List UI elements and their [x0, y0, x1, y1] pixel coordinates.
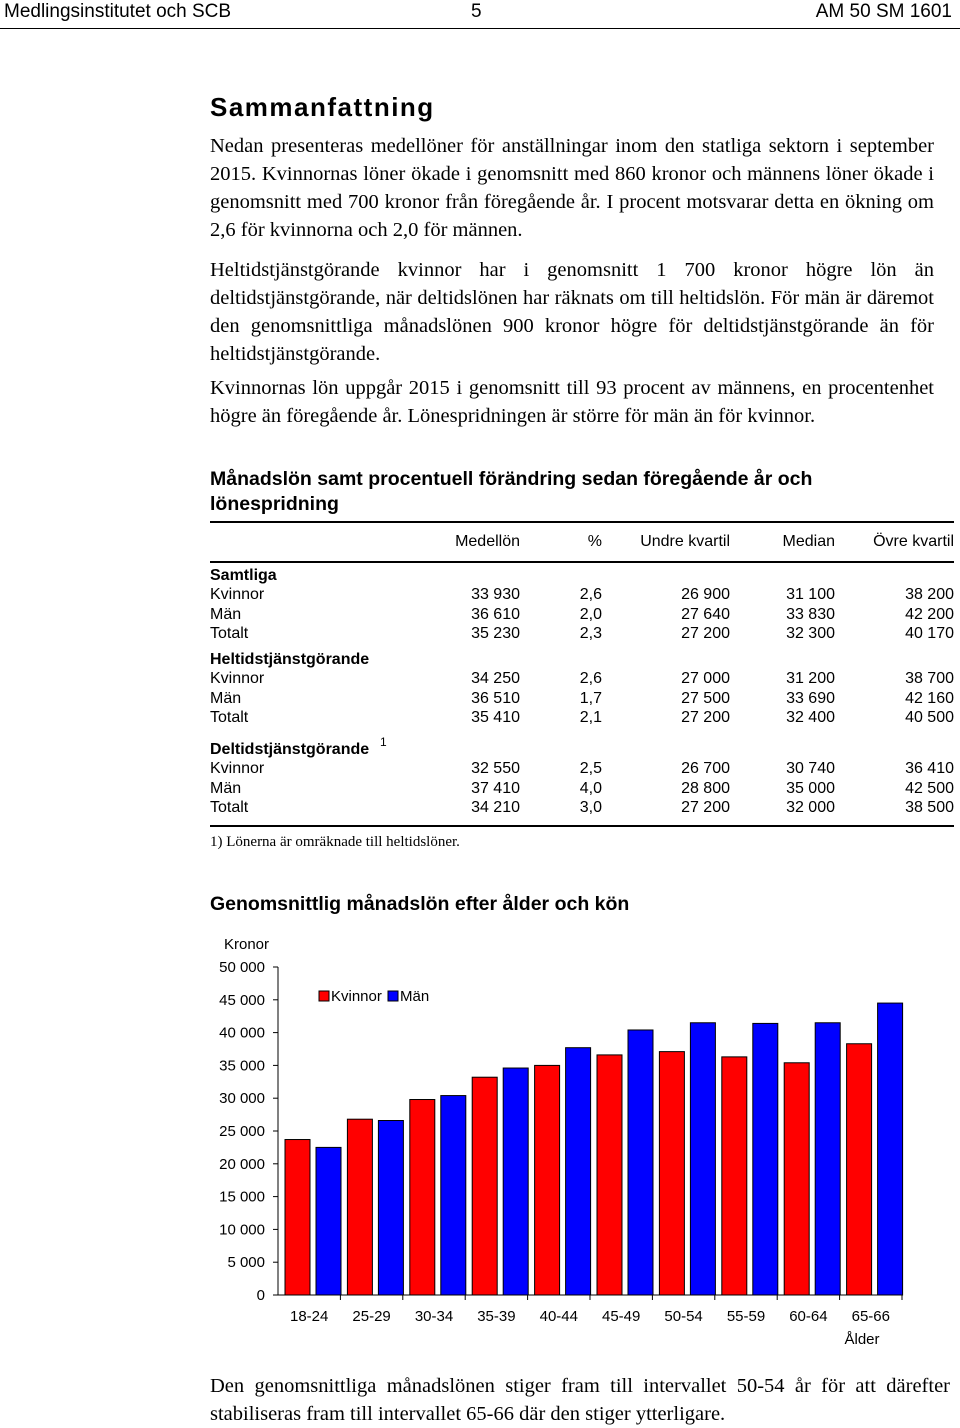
table-cell: 27 640	[681, 605, 730, 623]
summary-paragraph-3: Kvinnornas lön uppgår 2015 i genomsnitt till 93 procent av männens, en procentenhet högre än föregående år. Lönespridningen är större för män än för kvinnor.	[210, 377, 934, 427]
column-header: Övre kvartil	[873, 533, 954, 550]
x-tick-label: 65-66	[851, 1308, 890, 1325]
group-heading: Heltidstjänstgörande	[210, 651, 370, 668]
y-tick-label: 5 000	[227, 1254, 265, 1272]
x-tick-label: 50-54	[664, 1308, 703, 1325]
table-cell: 1,7	[579, 689, 602, 707]
table-cell: 38 200	[905, 586, 954, 603]
row-label: Män	[210, 689, 242, 707]
row-label: Totalt	[210, 625, 249, 642]
column-header: Medellön	[455, 533, 520, 550]
y-tick-label: 10 000	[219, 1221, 265, 1239]
section-title: Sammanfattning	[210, 92, 435, 122]
page-header	[0, 0, 960, 26]
row-label: Män	[210, 779, 242, 797]
legend-swatch	[388, 991, 398, 1001]
summary-paragraph-2: Heltidstjänstgörande kvinnor har i genomsnitt 1 700 kronor högre lön än deltidstjänstgörande, när deltidslönen har räknats om till heltidslön. För män är däremot den genomsnittliga månadslönen 900 kronor högre för deltidstjänstgörande än för heltidstjänstgörande.	[210, 259, 934, 365]
group-heading: Deltidstjänstgörande	[210, 741, 370, 758]
column-header: Median	[782, 533, 835, 550]
bar-mn-35-39	[503, 1068, 528, 1295]
bar-mn-55-59	[753, 1023, 778, 1295]
bar-mn-25-29	[378, 1121, 403, 1295]
column-header: %	[587, 533, 602, 550]
table-cell: 2,3	[579, 625, 602, 642]
table-cell: 33 690	[786, 689, 835, 707]
table-cell: 30 740	[786, 760, 835, 777]
table-cell: 33 830	[786, 605, 835, 623]
table-cell: 26 700	[681, 760, 730, 777]
row-label: Kvinnor	[210, 586, 265, 603]
row-label: Totalt	[210, 709, 249, 726]
page-number: 5	[471, 1, 482, 22]
table-cell: 27 000	[681, 670, 730, 687]
table-cell: 36 410	[905, 760, 954, 777]
table-cell: 4,0	[579, 779, 602, 797]
y-tick-label: 40 000	[219, 1024, 265, 1042]
bar-kvinnor-50-54	[659, 1052, 684, 1295]
table-cell: 38 500	[905, 799, 954, 816]
table-cell: 27 500	[681, 689, 730, 707]
table-cell: 32 000	[786, 799, 835, 816]
bar-mn-65-66	[878, 1003, 903, 1295]
table-cell: 38 700	[905, 670, 954, 687]
y-tick-label: 25 000	[219, 1123, 265, 1140]
bar-kvinnor-25-29	[347, 1119, 372, 1295]
x-tick-label: 55-59	[726, 1308, 766, 1325]
chart-title: Genomsnittlig månadslön efter ålder och kön	[210, 893, 630, 915]
table-cell: 32 550	[471, 760, 520, 777]
closing-paragraph: Den genomsnittliga månadslönen stiger fram till intervallet 50-54 år för att därefter stabiliseras fram till intervallet 65-66 där den stiger ytterligare.	[210, 1375, 950, 1425]
x-tick-label: 40-44	[539, 1308, 578, 1325]
table-cell: 37 410	[471, 779, 520, 797]
bar-mn-18-24	[316, 1147, 341, 1295]
row-label: Män	[210, 605, 242, 623]
table-cell: 2,6	[579, 670, 602, 687]
table-cell: 31 200	[786, 670, 835, 687]
table-cell: 32 300	[786, 625, 835, 642]
y-tick-label: 0	[256, 1287, 265, 1304]
table-cell: 3,0	[579, 799, 602, 816]
table-cell: 31 100	[786, 586, 835, 603]
summary-paragraph-1: Nedan presenteras medellöner för anställningar inom den statliga sektorn i september 2015. Kvinnornas löner ökade i genomsnitt med 860 kronor och männens löner ökade i genomsnitt med 700 kronor från föregående år. I procent motsvarar detta en ökning om 2,6 för kvinnorna och 2,0 för männen.	[210, 135, 934, 241]
y-tick-label: 35 000	[219, 1057, 265, 1075]
table-cell: 40 170	[905, 625, 954, 642]
table-cell: 2,6	[579, 586, 602, 603]
header-publisher: Medlingsinstitutet och SCB	[4, 1, 232, 22]
table-cell: 34 250	[471, 670, 520, 687]
x-tick-label: 45-49	[602, 1308, 641, 1325]
column-header: Undre kvartil	[640, 533, 730, 550]
table-cell: 2,5	[579, 760, 602, 777]
table-footnote: 1) Lönerna är omräknade till heltidslöner.	[210, 834, 460, 850]
table-cell: 26 900	[681, 586, 730, 603]
legend-label: Kvinnor	[331, 988, 382, 1005]
legend-swatch	[319, 991, 329, 1001]
table-cell: 42 200	[905, 605, 954, 623]
bar-kvinnor-60-64	[784, 1063, 809, 1295]
legend-label: Män	[400, 988, 430, 1005]
y-tick-label: 45 000	[219, 991, 265, 1009]
x-tick-label: 35-39	[477, 1308, 516, 1325]
row-label: Kvinnor	[210, 760, 265, 777]
footnote-marker: 1	[380, 735, 387, 749]
table-top-rule	[210, 521, 954, 523]
bar-kvinnor-30-34	[410, 1100, 435, 1295]
table-cell: 2,0	[579, 605, 602, 623]
row-label: Kvinnor	[210, 670, 265, 687]
table-cell: 40 500	[905, 709, 954, 726]
y-tick-label: 20 000	[219, 1155, 265, 1173]
x-tick-label: 18-24	[290, 1308, 329, 1325]
table-cell: 27 200	[681, 625, 730, 642]
bar-kvinnor-55-59	[722, 1057, 747, 1295]
row-label: Totalt	[210, 799, 249, 816]
header-divider	[0, 28, 960, 29]
y-tick-label: 50 000	[219, 959, 265, 976]
bar-kvinnor-35-39	[472, 1077, 497, 1295]
bar-mn-50-54	[690, 1023, 715, 1295]
table-cell: 32 400	[786, 709, 835, 726]
table-cell: 42 500	[905, 779, 954, 797]
table-cell: 34 210	[471, 799, 520, 816]
table-bottom-rule	[210, 825, 954, 827]
bar-mn-30-34	[441, 1096, 466, 1295]
table-cell: 36 510	[471, 689, 520, 707]
y-axis-label: Kronor	[224, 936, 270, 953]
table-cell: 35 000	[786, 779, 835, 797]
table-header-rule	[210, 561, 954, 563]
report-code: AM 50 SM 1601	[815, 1, 952, 22]
y-tick-label: 15 000	[219, 1188, 265, 1206]
bar-mn-60-64	[815, 1023, 840, 1295]
table-cell: 42 160	[905, 689, 954, 707]
table-cell: 35 410	[471, 709, 520, 726]
x-tick-label: 25-29	[352, 1308, 391, 1325]
table-cell: 35 230	[471, 625, 520, 642]
table-cell: 33 930	[471, 586, 520, 603]
bar-kvinnor-18-24	[285, 1140, 310, 1295]
salary-by-age-chart	[0, 925, 960, 1365]
y-tick-label: 30 000	[219, 1090, 265, 1108]
group-heading: Samtliga	[210, 567, 277, 584]
table-cell: 2,1	[579, 709, 602, 726]
table-cell: 28 800	[681, 779, 730, 797]
bar-kvinnor-45-49	[597, 1055, 622, 1295]
x-axis-label: Ålder	[844, 1331, 880, 1348]
x-tick-label: 30-34	[414, 1308, 454, 1325]
table-cell: 36 610	[471, 605, 520, 623]
table-title: Månadslön samt procentuell förändring sedan föregående år och lönespridning	[210, 468, 813, 515]
footnote-marker-wrap	[380, 735, 387, 757]
bar-kvinnor-65-66	[847, 1044, 872, 1295]
x-tick-label: 60-64	[789, 1308, 828, 1325]
bar-mn-45-49	[628, 1030, 653, 1295]
table-cell: 27 200	[681, 709, 730, 726]
bar-mn-40-44	[566, 1048, 591, 1295]
bar-kvinnor-40-44	[535, 1065, 560, 1295]
table-cell: 27 200	[681, 799, 730, 816]
